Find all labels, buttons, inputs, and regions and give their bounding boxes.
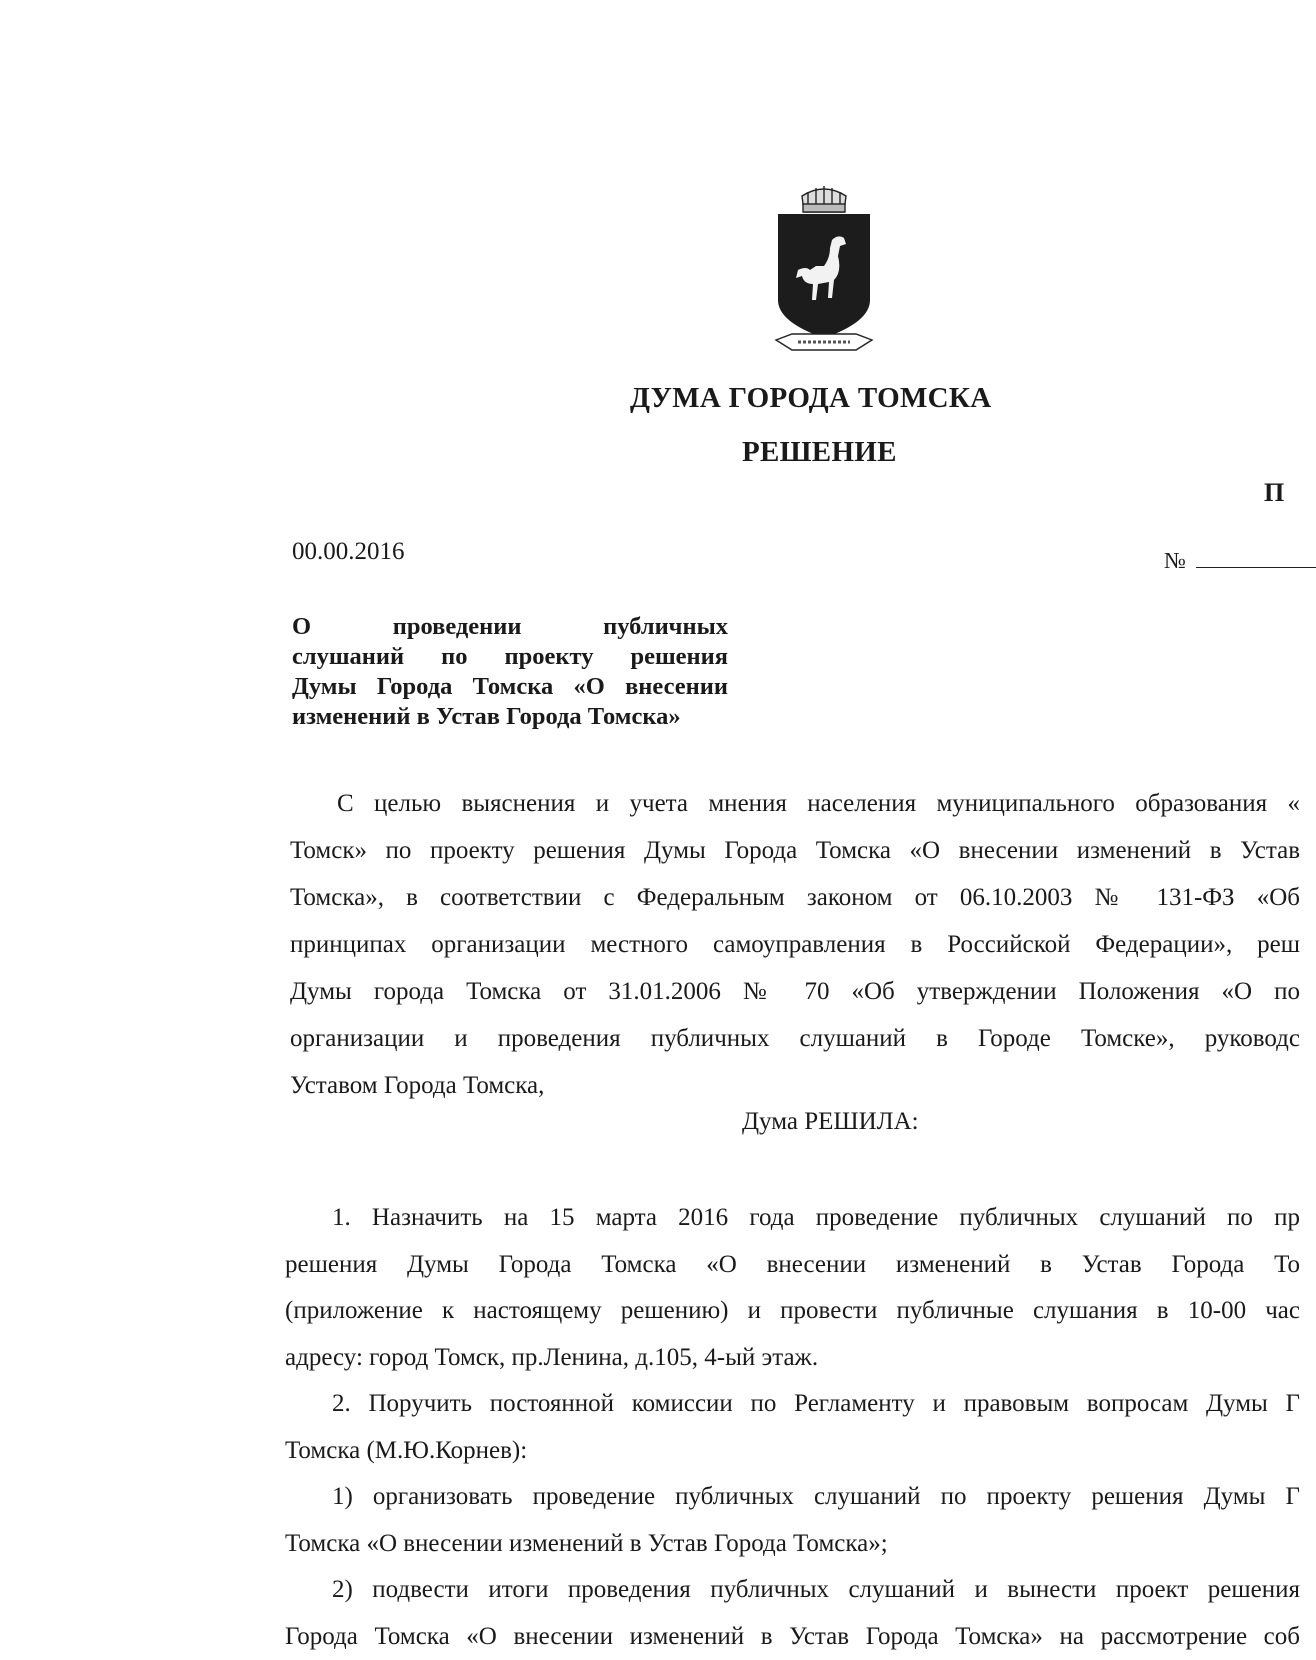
point-line: Томска «О внесении изменений в Устав Города Томска»;	[285, 1521, 1300, 1568]
number-blank-line	[1196, 549, 1316, 568]
preamble-line: принципах организации местного самоуправления в Российской Федерации», реш	[290, 921, 1300, 968]
point-line: решения Думы Города Томска «О внесении изменений в Устав Города То	[285, 1242, 1300, 1289]
point-line: 1. Назначить на 15 марта 2016 года проведение публичных слушаний по пр	[285, 1195, 1300, 1242]
point-line: Города Томска «О внесении изменений в Устав Города Томска» на рассмотрение соб	[285, 1614, 1300, 1660]
preamble-line: С целью выяснения и учета мнения населения муниципального образования «	[290, 780, 1300, 827]
subject-line: изменений в Устав Города Томска»	[292, 702, 728, 732]
subject-line: слушаний по проекту решения	[292, 642, 728, 672]
organization-title: ДУМА ГОРОДА ТОМСКА	[630, 382, 991, 415]
preamble-line: Томска», в соответствии с Федеральным законом от 06.10.2003 № 131-ФЗ «Об	[290, 874, 1300, 921]
decided-heading: Дума РЕШИЛА:	[742, 1108, 919, 1136]
preamble-line: Думы города Томска от 31.01.2006 № 70 «Об утверждении Положения «О по	[290, 968, 1300, 1015]
point-line: Томска (М.Ю.Корнев):	[285, 1428, 1300, 1475]
crown-icon	[802, 186, 846, 212]
point-line: 2. Поручить постоянной комиссии по Регламенту и правовым вопросам Думы Г	[285, 1381, 1300, 1428]
document-date: 00.00.2016	[292, 538, 405, 566]
document-number	[1164, 548, 1316, 574]
document-type-title: РЕШЕНИЕ	[742, 436, 897, 469]
point-line: 2) подвести итоги проведения публичных слушаний и вынести проект решения	[285, 1567, 1300, 1614]
preamble-paragraph	[290, 780, 1300, 1109]
number-label: №	[1164, 548, 1186, 573]
point-line: 1) организовать проведение публичных слушаний по проекту решения Думы Г	[285, 1474, 1300, 1521]
ribbon-icon	[776, 334, 872, 350]
cropped-edge-text: П	[1264, 478, 1284, 508]
subject-line: Думы Города Томска «О внесении	[292, 672, 728, 702]
subject-line: О проведении публичных	[292, 612, 728, 642]
preamble-line: Уставом Города Томска,	[290, 1062, 1300, 1109]
decision-subject	[292, 612, 728, 732]
decision-points	[285, 1195, 1300, 1660]
preamble-line: Томск» по проекту решения Думы Города Томска «О внесении изменений в Устав	[290, 827, 1300, 874]
point-line: (приложение к настоящему решению) и провести публичные слушания в 10-00 час	[285, 1288, 1300, 1335]
point-line: адресу: город Томск, пр.Ленина, д.105, 4-ый этаж.	[285, 1335, 1300, 1382]
coat-of-arms-icon	[772, 182, 876, 358]
preamble-line: организации и проведения публичных слушаний в Городе Томске», руководс	[290, 1015, 1300, 1062]
